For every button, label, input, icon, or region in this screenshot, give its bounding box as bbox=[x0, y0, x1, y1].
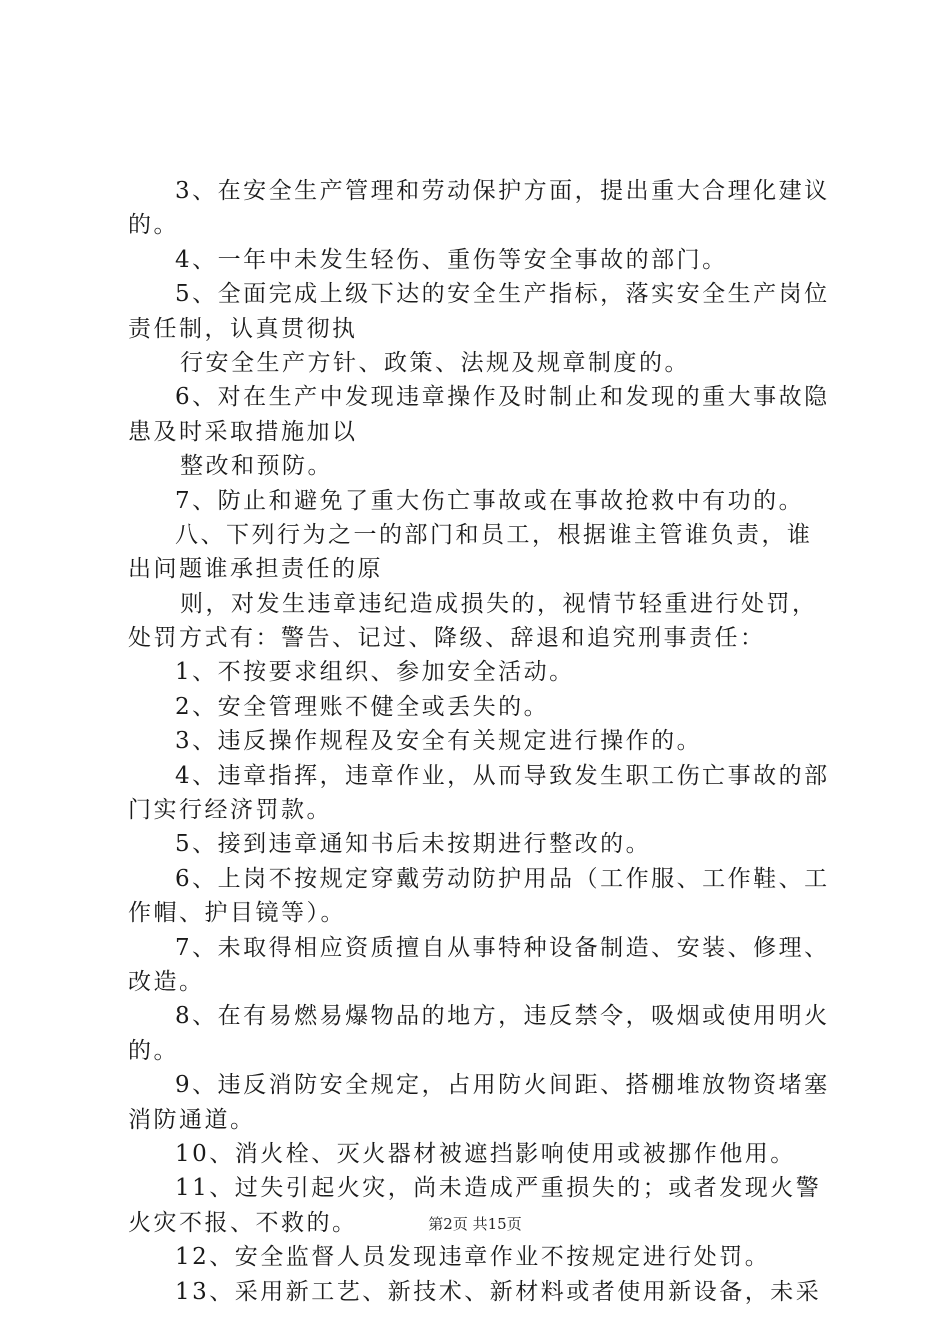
text-line: 7、防止和避免了重大伤亡事故或在事故抢救中有功的。 bbox=[175, 487, 805, 514]
text-line: 作帽、护目镜等）。 bbox=[128, 900, 346, 927]
text-line: 出问题谁承担责任的原 bbox=[128, 556, 383, 583]
text-line: 的。 bbox=[128, 1037, 179, 1064]
text-line: 则，对发生违章违纪造成损失的，视情节轻重进行处罚， bbox=[180, 590, 818, 617]
text-line: 消防通道。 bbox=[128, 1106, 256, 1133]
text-line: 4、一年中未发生轻伤、重伤等安全事故的部门。 bbox=[175, 246, 728, 273]
text-line: 1、不按要求组织、参加安全活动。 bbox=[175, 659, 575, 686]
text-line: 5、接到违章通知书后未按期进行整改的。 bbox=[175, 831, 652, 858]
text-line: 的。 bbox=[128, 212, 179, 239]
text-line: 5、全面完成上级下达的安全生产指标，落实安全生产岗位 bbox=[175, 281, 830, 308]
text-line: 行安全生产方针、政策、法规及规章制度的。 bbox=[180, 349, 690, 376]
text-line: 门实行经济罚款。 bbox=[128, 797, 332, 824]
text-line: 改造。 bbox=[128, 968, 205, 995]
text-line: 患及时采取措施加以 bbox=[128, 418, 358, 445]
text-line: 11、过失引起火灾，尚未造成严重损失的；或者发现火警 bbox=[175, 1175, 822, 1202]
text-line: 八、下列行为之一的部门和员工，根据谁主管谁负责，谁 bbox=[175, 521, 813, 548]
text-line: 13、采用新工艺、新技术、新材料或者使用新设备，未采 bbox=[175, 1278, 822, 1305]
text-line: 9、违反消防安全规定，占用防火间距、搭棚堆放物资堵塞 bbox=[175, 1072, 830, 1099]
page-number-footer: 第2页 共15页 bbox=[428, 1215, 522, 1233]
text-line: 责任制，认真贯彻执 bbox=[128, 315, 358, 342]
text-line: 4、违章指挥，违章作业，从而导致发生职工伤亡事故的部 bbox=[175, 762, 830, 789]
text-line: 2、安全管理账不健全或丢失的。 bbox=[175, 693, 550, 720]
text-line: 10、消火栓、灭火器材被遮挡影响使用或被挪作他用。 bbox=[175, 1140, 796, 1167]
document-body bbox=[128, 174, 834, 1309]
text-line: 火灾不报、不救的。 bbox=[128, 1209, 358, 1236]
text-line: 3、在安全生产管理和劳动保护方面，提出重大合理化建议 bbox=[175, 178, 830, 204]
text-line: 7、未取得相应资质擅自从事特种设备制造、安装、修理、 bbox=[175, 934, 830, 961]
text-line: 3、违反操作规程及安全有关规定进行操作的。 bbox=[175, 728, 703, 755]
text-line: 12、安全监督人员发现违章作业不按规定进行处罚。 bbox=[175, 1244, 771, 1271]
text-line: 处罚方式有：警告、记过、降级、辞退和追究刑事责任： bbox=[128, 625, 766, 652]
text-line: 8、在有易燃易爆物品的地方，违反禁令，吸烟或使用明火 bbox=[175, 1003, 830, 1030]
text-line: 整改和预防。 bbox=[180, 453, 333, 480]
text-line: 6、对在生产中发现违章操作及时制止和发现的重大事故隐 bbox=[175, 384, 830, 411]
text-line: 6、上岗不按规定穿戴劳动防护用品（工作服、工作鞋、工 bbox=[175, 865, 830, 892]
